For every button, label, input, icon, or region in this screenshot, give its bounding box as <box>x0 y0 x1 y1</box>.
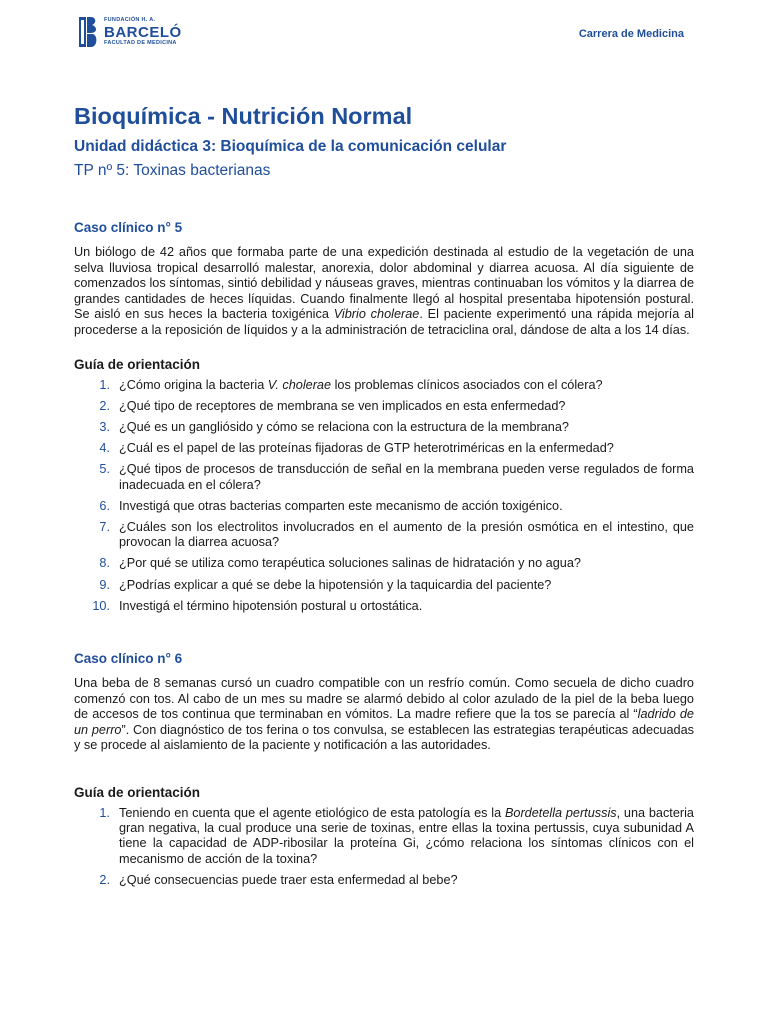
question-number: 10. <box>92 598 110 613</box>
list-item: 6. Investigá que otras bacterias comparten este mecanismo de acción toxigénico. <box>74 499 694 514</box>
list-item: 5. ¿Qué tipos de procesos de transducción de señal en la membrana pueden verse regulados de forma inadecuada en el cólera? <box>74 462 694 492</box>
barcelo-logo <box>78 16 182 48</box>
logo-foundation-text: FUNDACIÓN H. A. <box>104 17 156 23</box>
question-number: 2. <box>99 398 110 413</box>
question-number: 5. <box>99 462 110 477</box>
case-6-description: Una beba de 8 semanas cursó un cuadro compatible con un resfrío común. Como secuela de dicho cuadro comenzó con tos. Al cabo de un mes su madre se alarmó debido al color azulado de la piel de la beba luego de accesos de tos continua que terminaban en vómitos. La madre refiere que la tos se parecía al “ladrido de un perro”. Con diagnóstico de tos ferina o tos convulsa, se establecen las estrategias terapéuticas adecuadas y se procede al aislamiento de la paciente y notificación a las autoridades. <box>74 676 694 753</box>
list-item: 4. ¿Cuál es el papel de las proteínas fijadoras de GTP heterotriméricas en la enfermedad? <box>74 441 694 456</box>
question-number: 4. <box>99 441 110 456</box>
case-5-description: Un biólogo de 42 años que formaba parte de una expedición destinada al estudio de la vegetación de una selva lluviosa tropical desarrolló malestar, anorexia, dolor abdominal y diarrea acuosa. Al día siguiente de comenzados los síntomas, sintió debilidad y náuseas graves, mientras continuaban los vómitos y la diarrea de grandes cantidades de heces líquidas. Cuando finalmente llegó al hospital presentaba hipotensión postural. Se aisló en sus heces la bacteria toxigénica Vibrio cholerae. El paciente experimentó una rápida mejoría al procederse a la reposición de líquidos y a la administración de tetraciclina oral, dándose de alta a los 14 días. <box>74 245 694 337</box>
list-item: 2. ¿Qué consecuencias puede traer esta enfermedad al bebe? <box>74 873 694 888</box>
question-number: 3. <box>99 419 110 434</box>
list-item: 2. ¿Qué tipo de receptores de membrana se ven implicados en esta enfermedad? <box>74 399 694 414</box>
logo-name-text: BARCELÓ <box>104 23 182 41</box>
career-label: Carrera de Medicina <box>578 28 684 40</box>
list-item: 9. ¿Podrías explicar a qué se debe la hipotensión y la taquicardia del paciente? <box>74 578 694 593</box>
question-number: 7. <box>99 519 110 534</box>
barcelo-emblem-icon <box>78 16 98 48</box>
list-item: 1. Teniendo en cuenta que el agente etiológico de esta patología es la Bordetella pertussis, una bacteria gran negativa, la cual produce una serie de toxinas, entre ellas la toxina pertussis, cuya subunidad A tiene la capacidad de ADP-ribosilar la proteína Gi, ¿cómo relaciona los síntomas clínicos con el mecanismo de acción de la toxina? <box>74 806 694 867</box>
tp-subtitle: TP nº 5: Toxinas bacterianas <box>74 162 271 179</box>
case-5-title: Caso clínico n° 5 <box>74 220 183 235</box>
question-number: 9. <box>99 577 110 592</box>
list-item: 8. ¿Por qué se utiliza como terapéutica soluciones salinas de hidratación y no agua? <box>74 556 694 571</box>
list-item: 10. Investigá el término hipotensión postural u ortostática. <box>74 599 694 614</box>
case-6-question-list <box>74 806 694 888</box>
page-header <box>0 0 768 70</box>
question-number: 1. <box>99 377 110 392</box>
question-number: 1. <box>99 805 110 820</box>
question-number: 2. <box>99 872 110 887</box>
logo-faculty-text: FACULTAD DE MEDICINA <box>104 39 177 46</box>
list-item: 1. ¿Cómo origina la bacteria V. cholerae los problemas clínicos asociados con el cólera? <box>74 378 694 393</box>
unit-subtitle: Unidad didáctica 3: Bioquímica de la comunicación celular <box>74 138 507 155</box>
case-6-guide-title: Guía de orientación <box>74 784 201 800</box>
page-title: Bioquímica - Nutrición Normal <box>74 103 413 129</box>
case-5-question-list <box>74 378 694 614</box>
list-item: 7. ¿Cuáles son los electrolitos involucrados en el aumento de la presión osmótica en el intestino, que provocan la diarrea acuosa? <box>74 520 694 550</box>
case-6-title: Caso clínico n° 6 <box>74 651 183 666</box>
list-item: 3. ¿Qué es un gangliósido y cómo se relaciona con la estructura de la membrana? <box>74 420 694 435</box>
question-number: 6. <box>99 498 110 513</box>
case-5-section <box>74 219 694 614</box>
document-body <box>74 100 694 894</box>
case-6-section <box>74 650 694 888</box>
question-number: 8. <box>99 556 110 571</box>
case-5-guide-title: Guía de orientación <box>74 356 201 372</box>
